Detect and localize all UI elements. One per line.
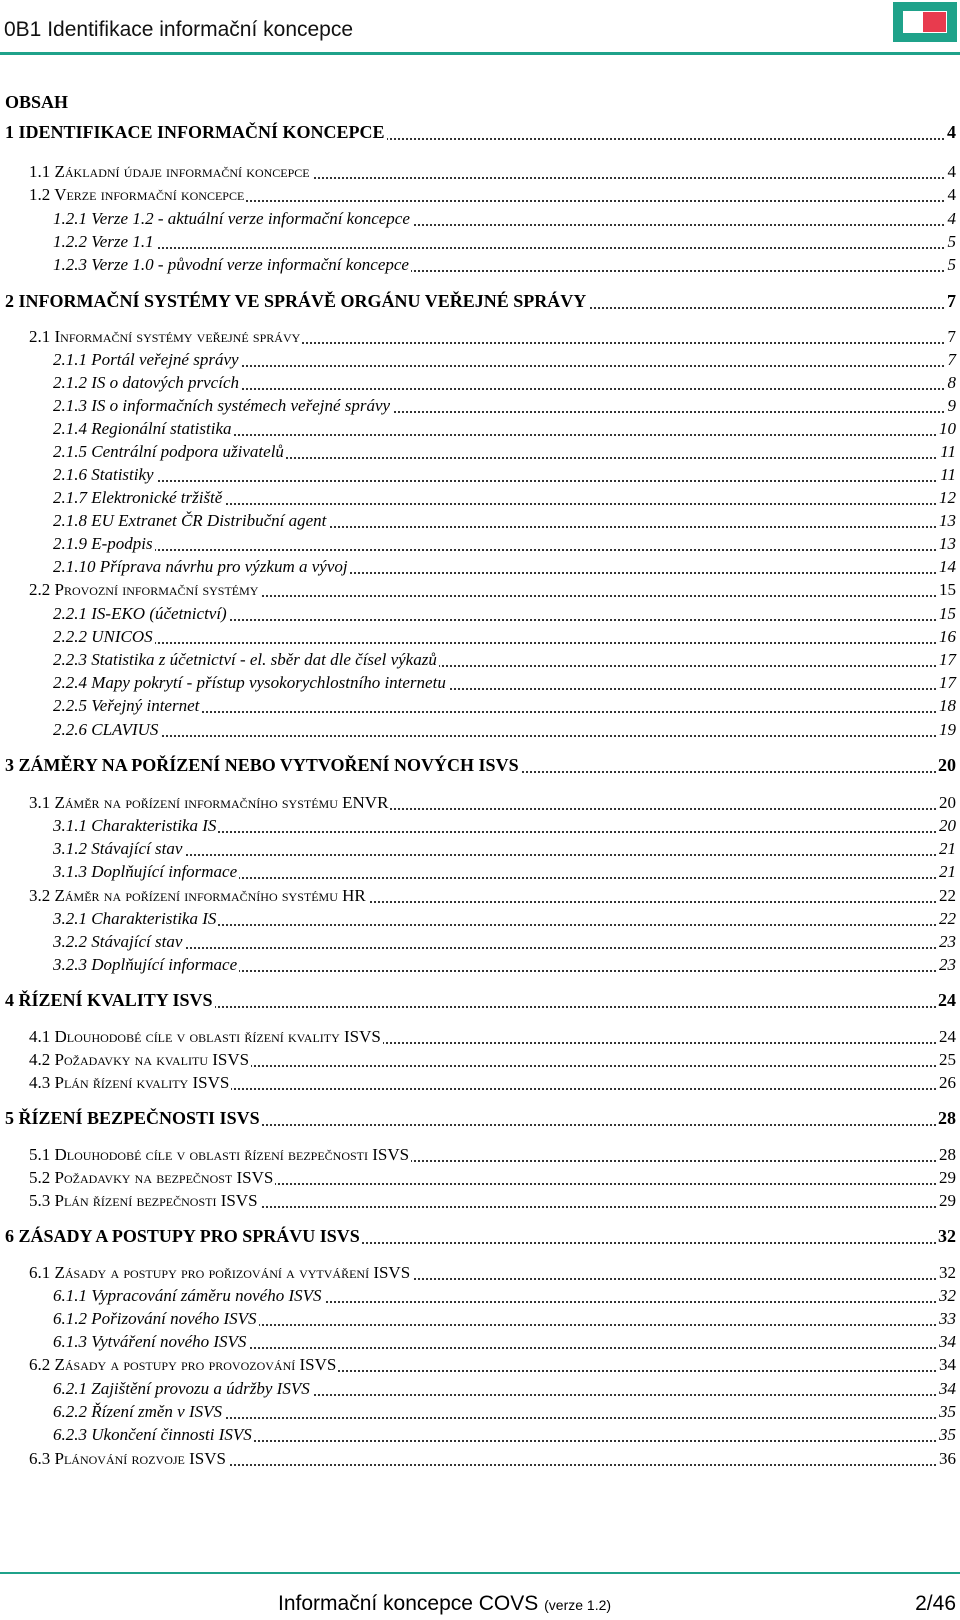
toc-entry-page: 29 (939, 1168, 956, 1187)
toc-entry[interactable] (0, 440, 956, 464)
toc-entry-title: 6.1.3 Vytváření nového ISVS (53, 1332, 247, 1351)
toc-entry[interactable] (0, 1189, 956, 1213)
toc-entry-page: 7 (947, 350, 956, 369)
toc-entry-page: 13 (939, 511, 956, 530)
toc-entry[interactable] (0, 290, 956, 314)
toc-entry-title: 6 ZÁSADY A POSTUPY PRO SPRÁVU ISVS (5, 1226, 360, 1246)
footer-title (278, 1592, 611, 1616)
toc-entry-page: 23 (939, 955, 956, 974)
toc-entry[interactable] (0, 394, 956, 418)
toc-entry-page: 5 (947, 232, 956, 251)
toc-entry-title: 2.1.1 Portál veřejné správy (53, 350, 239, 369)
toc-entry-title: 1.2.3 Verze 1.0 - původní verze informační koncepce (53, 255, 409, 274)
toc-entry-title: 2.1.4 Regionální statistika (53, 419, 232, 438)
toc-entry[interactable] (0, 121, 956, 145)
toc-entry-title: 2.1.5 Centrální podpora uživatelů (53, 442, 284, 461)
toc-entry-page: 22 (939, 886, 956, 905)
toc-entry-title: 1.2 Verze informační koncepce (29, 185, 245, 204)
toc-entry[interactable] (0, 555, 956, 579)
toc-entry[interactable] (0, 1143, 956, 1167)
toc-entry-title: 5.1 Dlouhodobé cíle v oblasti řízení bezpečnosti ISVS (29, 1145, 410, 1164)
toc-entry[interactable] (0, 1447, 956, 1471)
toc-entry-title: 2.1.8 EU Extranet ČR Distribuční agent (53, 511, 327, 530)
toc-entry[interactable] (0, 1307, 956, 1331)
toc-leader-dots (63, 947, 948, 949)
toc-entry-title: 2.2.5 Veřejný internet (53, 696, 200, 715)
toc-entry-page: 36 (939, 1449, 956, 1468)
toc-entry[interactable] (0, 1261, 956, 1285)
toc-heading: OBSAH (5, 92, 69, 112)
toc-entry-page: 9 (947, 396, 956, 415)
toc-entry[interactable] (0, 1048, 956, 1072)
toc-entry[interactable] (0, 989, 956, 1013)
toc-entry-title: 2.1 Informační systémy veřejné správy (29, 327, 301, 346)
toc-entry-page: 16 (939, 627, 956, 646)
toc-entry-title: 2.1.7 Elektronické tržiště (53, 488, 223, 507)
toc-entry-title: 2.1.10 Příprava návrhu pro výzkum a vývoj (53, 557, 348, 576)
toc-entry[interactable] (0, 371, 956, 395)
toc-leader-dots (63, 854, 948, 856)
toc-entry-title: 1.1 Základní údaje informační koncepce (29, 162, 310, 181)
toc-entry-title: 3.1.3 Doplňující informace (53, 862, 238, 881)
toc-leader-dots (63, 247, 948, 249)
toc-entry[interactable] (0, 1166, 956, 1190)
toc-entry-title: 5.2 Požadavky na bezpečnost ISVS (29, 1168, 274, 1187)
toc-entry-title: 6.2.3 Ukončení činnosti ISVS (53, 1425, 252, 1444)
toc-entry-title: 4.1 Dlouhodobé cíle v oblasti řízení kvality ISVS (29, 1027, 381, 1046)
toc-entry-page: 12 (939, 488, 956, 507)
toc-entry-title: 3.2.3 Doplňující informace (53, 955, 238, 974)
toc-entry-title: 2.2 Provozní informační systémy (29, 580, 259, 599)
toc-entry[interactable] (0, 625, 956, 649)
toc-entry-page: 32 (938, 1226, 956, 1246)
footer-page-number: 2/46 (915, 1592, 956, 1615)
toc-entry[interactable] (0, 953, 956, 977)
toc-entry[interactable] (0, 183, 956, 207)
toc-entry-page: 23 (939, 932, 956, 951)
toc-entry[interactable] (0, 648, 956, 672)
header-divider (0, 52, 960, 55)
toc-entry-page: 25 (939, 1050, 956, 1069)
toc-entry[interactable] (0, 671, 956, 695)
toc-entry[interactable] (0, 348, 956, 372)
toc-entry-page: 35 (939, 1425, 956, 1444)
toc-entry-page: 7 (947, 327, 956, 346)
toc-entry-page: 33 (939, 1309, 956, 1328)
toc-entry-page: 14 (939, 557, 956, 576)
toc-entry-title: 4 ŘÍZENÍ KVALITY ISVS (5, 990, 213, 1010)
toc-leader-dots (63, 642, 948, 644)
toc-entry-page: 15 (939, 580, 956, 599)
toc-entry-title: 3.1.2 Stávající stav (53, 839, 183, 858)
toc-entry-page: 15 (939, 604, 956, 623)
toc-entry[interactable] (0, 1107, 956, 1131)
toc-entry[interactable] (0, 486, 956, 510)
toc-entry-title: 2.2.4 Mapy pokrytí - přístup vysokorychlostního internetu (53, 673, 446, 692)
toc-entry[interactable] (0, 1400, 956, 1424)
toc-entry-title: 3.2.2 Stávající stav (53, 932, 183, 951)
footer-divider (0, 1572, 960, 1574)
toc-entry[interactable] (0, 837, 956, 861)
toc-entry[interactable] (0, 325, 956, 349)
toc-entry-title: 3 ZÁMĚRY NA POŘÍZENÍ NEBO VYTVOŘENÍ NOVÝCH ISVS (5, 755, 519, 775)
toc-entry[interactable] (0, 884, 956, 908)
toc-leader-dots (63, 480, 948, 482)
toc-entry[interactable] (0, 694, 956, 718)
toc-entry-page: 24 (938, 990, 956, 1010)
logo (893, 2, 957, 42)
toc-entry-title: 1.2.1 Verze 1.2 - aktuální verze informační koncepce (53, 209, 410, 228)
toc-entry-page: 20 (939, 793, 956, 812)
toc-entry-title: 4.3 Plán řízení kvality ISVS (29, 1073, 230, 1092)
toc-entry[interactable] (0, 160, 956, 184)
toc-entry[interactable] (0, 718, 956, 742)
page-footer (0, 1572, 960, 1620)
toc-entry-page: 4 (947, 162, 956, 181)
toc-entry[interactable] (0, 814, 956, 838)
toc-entry[interactable] (0, 509, 956, 533)
toc-entry-page: 11 (940, 465, 956, 484)
toc-entry[interactable] (0, 1225, 956, 1249)
toc-entry-title: 2.2.3 Statistika z účetnictví - el. sběr dat dle čísel výkazů (53, 650, 437, 669)
toc-entry[interactable] (0, 791, 956, 815)
toc-entry-page: 17 (939, 673, 956, 692)
toc-entry-title: 3.2.1 Charakteristika IS (53, 909, 217, 928)
toc-entry-page: 8 (947, 373, 956, 392)
toc-entry-title: 6.1.2 Pořizování nového ISVS (53, 1309, 257, 1328)
toc-entry[interactable] (0, 230, 956, 254)
toc-entry[interactable] (0, 907, 956, 931)
toc-entry-page: 26 (939, 1073, 956, 1092)
toc-entry-page: 20 (938, 755, 956, 775)
toc-entry-title: 2.1.2 IS o datových prvcích (53, 373, 239, 392)
toc-entry-title: 2.2.6 CLAVIUS (53, 720, 159, 739)
toc-entry-page: 22 (939, 909, 956, 928)
toc-leader-dots (63, 735, 948, 737)
toc-entry[interactable] (0, 253, 956, 277)
toc-entry[interactable] (0, 417, 956, 441)
toc-entry-title: 6.2.2 Řízení změn v ISVS (53, 1402, 223, 1421)
toc-entry-title: 2 INFORMAČNÍ SYSTÉMY VE SPRÁVĚ ORGÁNU VEŘEJNÉ SPRÁVY (5, 291, 587, 311)
toc-entry-page: 5 (947, 255, 956, 274)
toc-entry-title: 6.1 Zásady a postupy pro pořizování a vytváření ISVS (29, 1263, 411, 1282)
toc-entry-title: 5 ŘÍZENÍ BEZPEČNOSTI ISVS (5, 1108, 260, 1128)
toc-entry-title: 2.2.2 UNICOS (53, 627, 153, 646)
toc-entry-title: 6.2.1 Zajištění provozu a údržby ISVS (53, 1379, 310, 1398)
page-header (0, 0, 960, 66)
toc-entry[interactable] (0, 532, 956, 556)
toc-entry-page: 32 (939, 1263, 956, 1282)
toc-entry-page: 34 (939, 1332, 956, 1351)
footer-document-title: Informační koncepce COVS (278, 1592, 539, 1615)
toc-entry-page: 21 (939, 839, 956, 858)
toc-entry-page: 19 (939, 720, 956, 739)
toc-entry[interactable] (0, 754, 956, 778)
toc-entry-page: 10 (939, 419, 956, 438)
toc-entry-page: 29 (939, 1191, 956, 1210)
toc-entry-page: 34 (939, 1355, 956, 1374)
toc-entry[interactable] (0, 1353, 956, 1377)
header-title: 0B1 Identifikace informační koncepce (4, 18, 354, 41)
toc-entry-page: 13 (939, 534, 956, 553)
toc-entry[interactable] (0, 578, 956, 602)
toc-entry-page: 35 (939, 1402, 956, 1421)
toc-entry-title: 2.2.1 IS-EKO (účetnictví) (53, 604, 227, 623)
toc-entry-title: 3.1 Záměr na pořízení informačního systému ENVR (29, 793, 389, 812)
toc-entry[interactable] (0, 602, 956, 626)
footer-version: (verze 1.2) (544, 1597, 612, 1613)
toc-entry-title: 1 IDENTIFIKACE INFORMAČNÍ KONCEPCE (5, 122, 385, 142)
toc-entry-page: 24 (939, 1027, 956, 1046)
toc-entry[interactable] (0, 930, 956, 954)
toc-entry[interactable] (0, 1330, 956, 1354)
toc-entry-page: 4 (947, 209, 956, 228)
toc-entry-title: 2.1.3 IS o informačních systémech veřejné správy (53, 396, 391, 415)
toc-entry-title: 6.2 Zásady a postupy pro provozování ISVS (29, 1355, 337, 1374)
toc-entry-title: 1.2.2 Verze 1.1 (53, 232, 154, 251)
toc-entry-page: 11 (940, 442, 956, 461)
toc-entry-page: 21 (939, 862, 956, 881)
toc-entry-page: 28 (939, 1145, 956, 1164)
toc-entry-title: 4.2 Požadavky na kvalitu ISVS (29, 1050, 250, 1069)
toc-entry-page: 4 (947, 122, 956, 142)
toc-entry[interactable] (0, 1423, 956, 1447)
toc-entry-page: 7 (947, 291, 956, 311)
toc-entry[interactable] (0, 463, 956, 487)
toc-leader-dots (63, 549, 948, 551)
toc-entry-page: 28 (938, 1108, 956, 1128)
toc-entry-title: 3.2 Záměr na pořízení informačního systému HR (29, 886, 366, 905)
toc-entry-page: 20 (939, 816, 956, 835)
toc-entry-page: 32 (939, 1286, 956, 1305)
toc-entry[interactable] (0, 207, 956, 231)
toc-entry[interactable] (0, 1071, 956, 1095)
toc-entry-page: 34 (939, 1379, 956, 1398)
toc-entry[interactable] (0, 1025, 956, 1049)
toc-entry-title: 6.1.1 Vypracování záměru nového ISVS (53, 1286, 322, 1305)
toc-entry-page: 17 (939, 650, 956, 669)
toc-entry-page: 4 (947, 185, 956, 204)
toc-entry[interactable] (0, 1377, 956, 1401)
toc-entry-title: 3.1.1 Charakteristika IS (53, 816, 217, 835)
toc-entry-title: 2.1.6 Statistiky (53, 465, 154, 484)
toc-entry-page: 18 (939, 696, 956, 715)
toc-entry[interactable] (0, 1284, 956, 1308)
toc-entry-title: 6.3 Plánování rozvoje ISVS (29, 1449, 226, 1468)
toc-entry-title: 2.1.9 E-podpis (53, 534, 153, 553)
toc-entry-title: 5.3 Plán řízení bezpečnosti ISVS (29, 1191, 258, 1210)
toc-entry[interactable] (0, 860, 956, 884)
